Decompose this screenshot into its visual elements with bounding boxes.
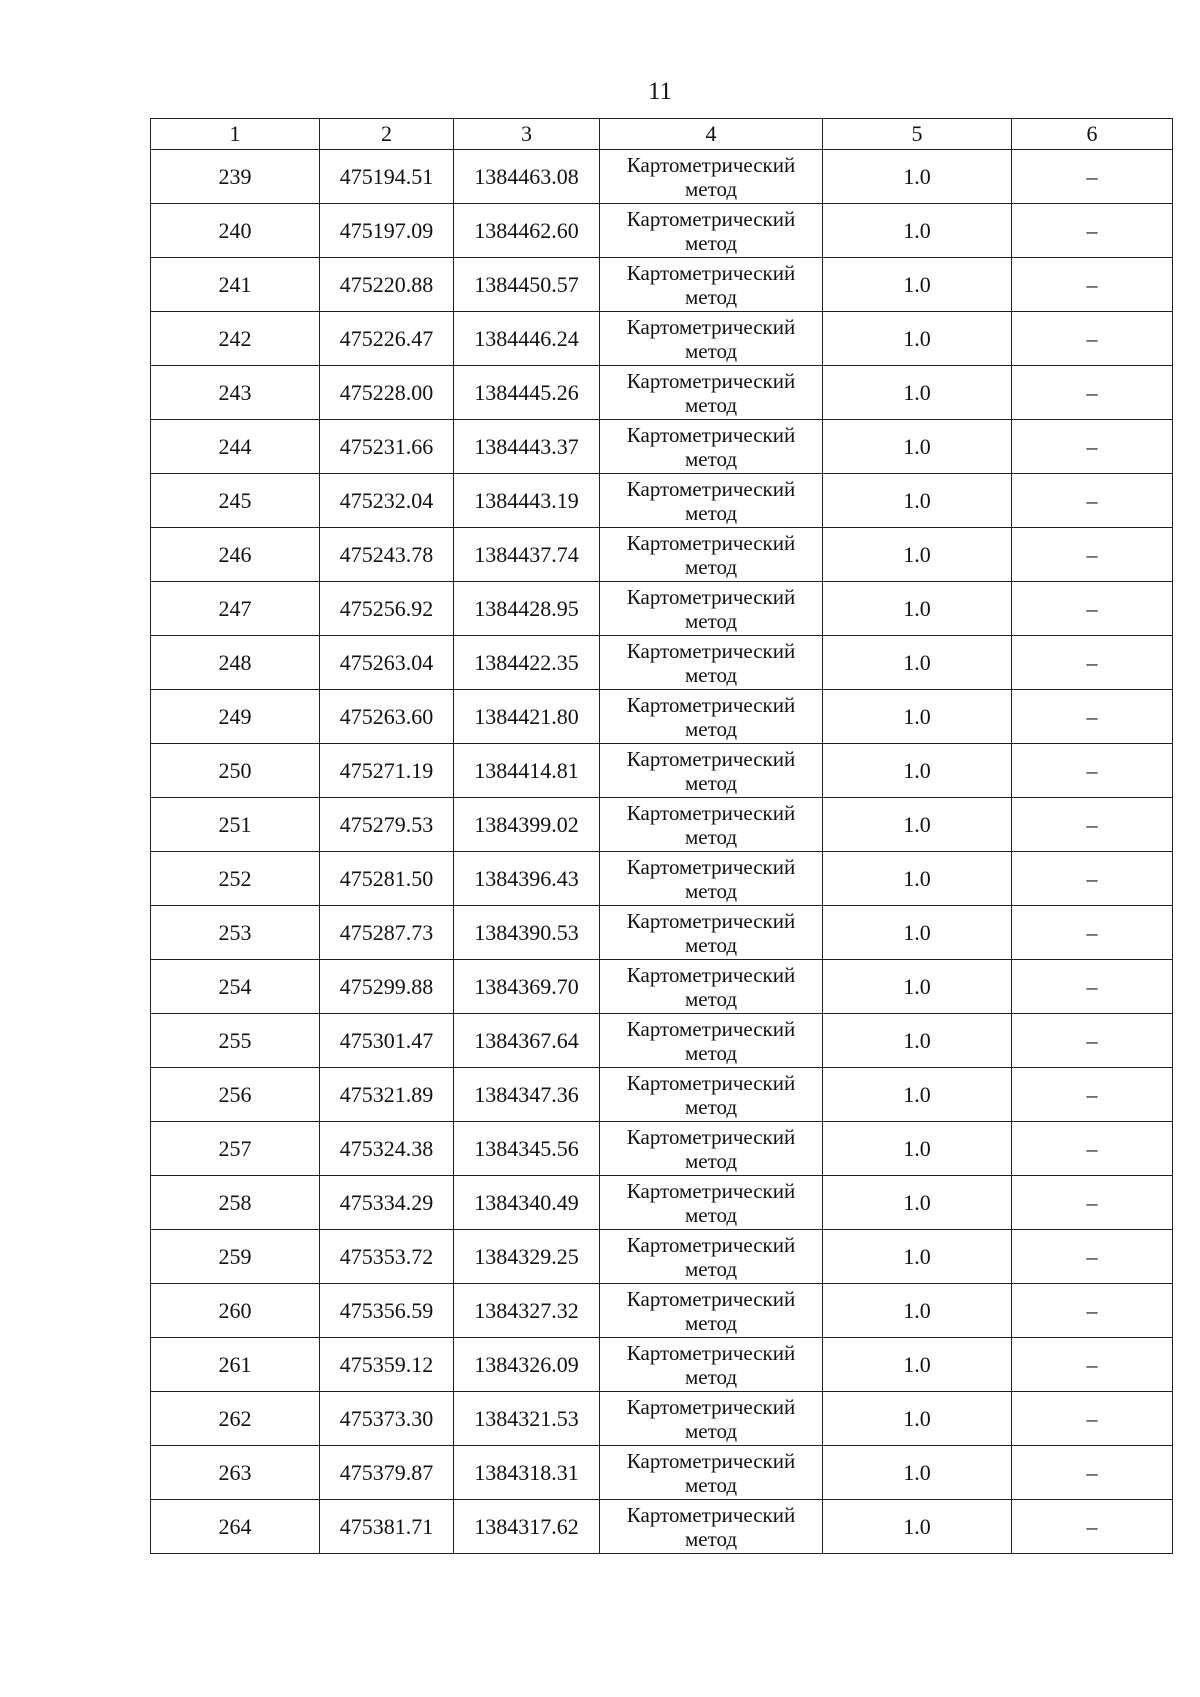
method-line-2: метод (684, 986, 738, 1011)
method-line-2: метод (684, 1040, 738, 1065)
x-coordinate-cell: 475194.51 (320, 150, 454, 204)
note-cell: – (1012, 1284, 1173, 1338)
header-col-4: 4 (600, 119, 823, 150)
precision-cell: 1.0 (823, 636, 1012, 690)
x-coordinate-cell: 475256.92 (320, 582, 454, 636)
point-number-cell: 246 (151, 528, 320, 582)
table-row (151, 1392, 1173, 1446)
table-row (151, 528, 1173, 582)
table-row (151, 744, 1173, 798)
y-coordinate-cell: 1384340.49 (454, 1176, 600, 1230)
method-line-1: Картометрический (626, 638, 796, 663)
point-number-cell: 254 (151, 960, 320, 1014)
method-cell (600, 852, 823, 906)
note-cell: – (1012, 582, 1173, 636)
method-cell (600, 906, 823, 960)
table-body (151, 150, 1173, 1554)
method-line-2: метод (684, 824, 738, 849)
y-coordinate-cell: 1384317.62 (454, 1500, 600, 1554)
note-cell: – (1012, 798, 1173, 852)
y-coordinate-cell: 1384446.24 (454, 312, 600, 366)
point-number-cell: 264 (151, 1500, 320, 1554)
point-number-cell: 258 (151, 1176, 320, 1230)
method-line-1: Картометрический (626, 206, 796, 231)
x-coordinate-cell: 475324.38 (320, 1122, 454, 1176)
x-coordinate-cell: 475197.09 (320, 204, 454, 258)
y-coordinate-cell: 1384367.64 (454, 1014, 600, 1068)
method-cell (600, 960, 823, 1014)
note-cell: – (1012, 474, 1173, 528)
note-cell: – (1012, 960, 1173, 1014)
method-line-2: метод (684, 392, 738, 417)
precision-cell: 1.0 (823, 1230, 1012, 1284)
x-coordinate-cell: 475356.59 (320, 1284, 454, 1338)
method-line-1: Картометрический (626, 908, 796, 933)
method-line-1: Картометрический (626, 368, 796, 393)
x-coordinate-cell: 475226.47 (320, 312, 454, 366)
y-coordinate-cell: 1384422.35 (454, 636, 600, 690)
precision-cell: 1.0 (823, 1446, 1012, 1500)
note-cell: – (1012, 906, 1173, 960)
method-line-2: метод (684, 608, 738, 633)
point-number-cell: 261 (151, 1338, 320, 1392)
precision-cell: 1.0 (823, 1176, 1012, 1230)
header-col-6: 6 (1012, 119, 1173, 150)
precision-cell: 1.0 (823, 474, 1012, 528)
method-line-2: метод (684, 1526, 738, 1551)
table-row (151, 1284, 1173, 1338)
method-line-1: Картометрический (626, 314, 796, 339)
note-cell: – (1012, 1014, 1173, 1068)
method-cell (600, 690, 823, 744)
method-cell (600, 582, 823, 636)
method-line-2: метод (684, 932, 738, 957)
x-coordinate-cell: 475271.19 (320, 744, 454, 798)
precision-cell: 1.0 (823, 1284, 1012, 1338)
method-cell (600, 204, 823, 258)
point-number-cell: 257 (151, 1122, 320, 1176)
method-line-1: Картометрический (626, 476, 796, 501)
point-number-cell: 247 (151, 582, 320, 636)
x-coordinate-cell: 475220.88 (320, 258, 454, 312)
method-line-1: Картометрический (626, 260, 796, 285)
y-coordinate-cell: 1384414.81 (454, 744, 600, 798)
x-coordinate-cell: 475279.53 (320, 798, 454, 852)
x-coordinate-cell: 475299.88 (320, 960, 454, 1014)
y-coordinate-cell: 1384327.32 (454, 1284, 600, 1338)
table-row (151, 906, 1173, 960)
point-number-cell: 248 (151, 636, 320, 690)
point-number-cell: 242 (151, 312, 320, 366)
note-cell: – (1012, 312, 1173, 366)
method-line-2: метод (684, 230, 738, 255)
note-cell: – (1012, 420, 1173, 474)
x-coordinate-cell: 475231.66 (320, 420, 454, 474)
table-row (151, 1176, 1173, 1230)
y-coordinate-cell: 1384329.25 (454, 1230, 600, 1284)
table-row (151, 798, 1173, 852)
method-cell (600, 1230, 823, 1284)
y-coordinate-cell: 1384421.80 (454, 690, 600, 744)
point-number-cell: 251 (151, 798, 320, 852)
header-col-2: 2 (320, 119, 454, 150)
method-line-2: метод (684, 662, 738, 687)
table-row (151, 1338, 1173, 1392)
method-cell (600, 1014, 823, 1068)
table-row (151, 1014, 1173, 1068)
method-cell (600, 150, 823, 204)
precision-cell: 1.0 (823, 420, 1012, 474)
precision-cell: 1.0 (823, 1500, 1012, 1554)
method-line-1: Картометрический (626, 1502, 796, 1527)
table-row (151, 420, 1173, 474)
point-number-cell: 256 (151, 1068, 320, 1122)
method-line-1: Картометрический (626, 1232, 796, 1257)
note-cell: – (1012, 1230, 1173, 1284)
x-coordinate-cell: 475228.00 (320, 366, 454, 420)
precision-cell: 1.0 (823, 744, 1012, 798)
precision-cell: 1.0 (823, 690, 1012, 744)
method-cell (600, 312, 823, 366)
precision-cell: 1.0 (823, 366, 1012, 420)
method-line-1: Картометрический (626, 1178, 796, 1203)
method-line-2: метод (684, 1418, 738, 1443)
y-coordinate-cell: 1384326.09 (454, 1338, 600, 1392)
note-cell: – (1012, 1500, 1173, 1554)
table-row (151, 960, 1173, 1014)
table-row (151, 1446, 1173, 1500)
x-coordinate-cell: 475232.04 (320, 474, 454, 528)
note-cell: – (1012, 366, 1173, 420)
x-coordinate-cell: 475263.60 (320, 690, 454, 744)
precision-cell: 1.0 (823, 1392, 1012, 1446)
table-row (151, 258, 1173, 312)
precision-cell: 1.0 (823, 1338, 1012, 1392)
method-cell (600, 258, 823, 312)
precision-cell: 1.0 (823, 798, 1012, 852)
table-row (151, 366, 1173, 420)
x-coordinate-cell: 475287.73 (320, 906, 454, 960)
note-cell: – (1012, 1446, 1173, 1500)
method-cell (600, 1392, 823, 1446)
header-col-1: 1 (151, 119, 320, 150)
point-number-cell: 263 (151, 1446, 320, 1500)
method-cell (600, 636, 823, 690)
method-line-2: метод (684, 1310, 738, 1335)
method-cell (600, 1068, 823, 1122)
method-cell (600, 1500, 823, 1554)
point-number-cell: 255 (151, 1014, 320, 1068)
x-coordinate-cell: 475281.50 (320, 852, 454, 906)
y-coordinate-cell: 1384450.57 (454, 258, 600, 312)
method-line-1: Картометрический (626, 1340, 796, 1365)
table-row (151, 1230, 1173, 1284)
method-line-1: Картометрический (626, 584, 796, 609)
method-cell (600, 474, 823, 528)
table-row (151, 1122, 1173, 1176)
coordinates-table (150, 118, 1173, 1554)
note-cell: – (1012, 852, 1173, 906)
table-row (151, 204, 1173, 258)
precision-cell: 1.0 (823, 582, 1012, 636)
point-number-cell: 250 (151, 744, 320, 798)
y-coordinate-cell: 1384369.70 (454, 960, 600, 1014)
y-coordinate-cell: 1384396.43 (454, 852, 600, 906)
method-line-1: Картометрический (626, 854, 796, 879)
method-line-2: метод (684, 716, 738, 741)
method-line-2: метод (684, 554, 738, 579)
note-cell: – (1012, 1392, 1173, 1446)
note-cell: – (1012, 690, 1173, 744)
method-line-2: метод (684, 878, 738, 903)
header-col-5: 5 (823, 119, 1012, 150)
y-coordinate-cell: 1384437.74 (454, 528, 600, 582)
precision-cell: 1.0 (823, 1122, 1012, 1176)
x-coordinate-cell: 475263.04 (320, 636, 454, 690)
method-cell (600, 1284, 823, 1338)
table-header (151, 119, 1173, 150)
precision-cell: 1.0 (823, 150, 1012, 204)
method-line-1: Картометрический (626, 1016, 796, 1041)
point-number-cell: 249 (151, 690, 320, 744)
y-coordinate-cell: 1384318.31 (454, 1446, 600, 1500)
x-coordinate-cell: 475334.29 (320, 1176, 454, 1230)
method-line-2: метод (684, 284, 738, 309)
table-row (151, 582, 1173, 636)
point-number-cell: 241 (151, 258, 320, 312)
y-coordinate-cell: 1384390.53 (454, 906, 600, 960)
y-coordinate-cell: 1384428.95 (454, 582, 600, 636)
table-row (151, 852, 1173, 906)
note-cell: – (1012, 1122, 1173, 1176)
precision-cell: 1.0 (823, 852, 1012, 906)
point-number-cell: 260 (151, 1284, 320, 1338)
method-line-1: Картометрический (626, 1448, 796, 1473)
point-number-cell: 243 (151, 366, 320, 420)
method-line-1: Картометрический (626, 422, 796, 447)
method-cell (600, 366, 823, 420)
method-line-1: Картометрический (626, 1394, 796, 1419)
page-number: 11 (647, 78, 673, 105)
method-line-2: метод (684, 1472, 738, 1497)
header-row (151, 119, 1173, 150)
table-row (151, 1068, 1173, 1122)
point-number-cell: 239 (151, 150, 320, 204)
precision-cell: 1.0 (823, 312, 1012, 366)
method-line-1: Картометрический (626, 692, 796, 717)
method-line-1: Картометрический (626, 962, 796, 987)
note-cell: – (1012, 258, 1173, 312)
method-cell (600, 1338, 823, 1392)
point-number-cell: 240 (151, 204, 320, 258)
table-row (151, 636, 1173, 690)
precision-cell: 1.0 (823, 906, 1012, 960)
method-cell (600, 1176, 823, 1230)
point-number-cell: 245 (151, 474, 320, 528)
y-coordinate-cell: 1384445.26 (454, 366, 600, 420)
x-coordinate-cell: 475321.89 (320, 1068, 454, 1122)
precision-cell: 1.0 (823, 528, 1012, 582)
x-coordinate-cell: 475301.47 (320, 1014, 454, 1068)
header-col-3: 3 (454, 119, 600, 150)
method-cell (600, 528, 823, 582)
y-coordinate-cell: 1384462.60 (454, 204, 600, 258)
page-number-container (0, 78, 1200, 106)
note-cell: – (1012, 1176, 1173, 1230)
note-cell: – (1012, 150, 1173, 204)
point-number-cell: 253 (151, 906, 320, 960)
precision-cell: 1.0 (823, 1068, 1012, 1122)
method-line-2: метод (684, 770, 738, 795)
method-cell (600, 1446, 823, 1500)
precision-cell: 1.0 (823, 1014, 1012, 1068)
y-coordinate-cell: 1384463.08 (454, 150, 600, 204)
method-line-1: Картометрический (626, 1070, 796, 1095)
method-line-2: метод (684, 1256, 738, 1281)
precision-cell: 1.0 (823, 204, 1012, 258)
method-line-2: метод (684, 1094, 738, 1119)
note-cell: – (1012, 528, 1173, 582)
x-coordinate-cell: 475381.71 (320, 1500, 454, 1554)
method-cell (600, 798, 823, 852)
method-line-2: метод (684, 338, 738, 363)
table-row (151, 1500, 1173, 1554)
method-cell (600, 1122, 823, 1176)
method-line-1: Картометрический (626, 746, 796, 771)
note-cell: – (1012, 204, 1173, 258)
table-row (151, 312, 1173, 366)
x-coordinate-cell: 475243.78 (320, 528, 454, 582)
point-number-cell: 262 (151, 1392, 320, 1446)
y-coordinate-cell: 1384321.53 (454, 1392, 600, 1446)
note-cell: – (1012, 744, 1173, 798)
point-number-cell: 244 (151, 420, 320, 474)
x-coordinate-cell: 475379.87 (320, 1446, 454, 1500)
method-line-1: Картометрический (626, 1286, 796, 1311)
point-number-cell: 259 (151, 1230, 320, 1284)
table-row (151, 474, 1173, 528)
method-line-2: метод (684, 1148, 738, 1173)
method-line-1: Картометрический (626, 1124, 796, 1149)
precision-cell: 1.0 (823, 960, 1012, 1014)
x-coordinate-cell: 475353.72 (320, 1230, 454, 1284)
y-coordinate-cell: 1384443.19 (454, 474, 600, 528)
table-row (151, 150, 1173, 204)
note-cell: – (1012, 636, 1173, 690)
method-cell (600, 744, 823, 798)
method-line-1: Картометрический (626, 530, 796, 555)
table-row (151, 690, 1173, 744)
method-line-1: Картометрический (626, 800, 796, 825)
point-number-cell: 252 (151, 852, 320, 906)
x-coordinate-cell: 475373.30 (320, 1392, 454, 1446)
y-coordinate-cell: 1384345.56 (454, 1122, 600, 1176)
x-coordinate-cell: 475359.12 (320, 1338, 454, 1392)
precision-cell: 1.0 (823, 258, 1012, 312)
method-line-1: Картометрический (626, 152, 796, 177)
method-line-2: метод (684, 1364, 738, 1389)
y-coordinate-cell: 1384347.36 (454, 1068, 600, 1122)
method-line-2: метод (684, 176, 738, 201)
note-cell: – (1012, 1068, 1173, 1122)
method-line-2: метод (684, 446, 738, 471)
method-line-2: метод (684, 500, 738, 525)
method-line-2: метод (684, 1202, 738, 1227)
method-cell (600, 420, 823, 474)
y-coordinate-cell: 1384443.37 (454, 420, 600, 474)
note-cell: – (1012, 1338, 1173, 1392)
y-coordinate-cell: 1384399.02 (454, 798, 600, 852)
